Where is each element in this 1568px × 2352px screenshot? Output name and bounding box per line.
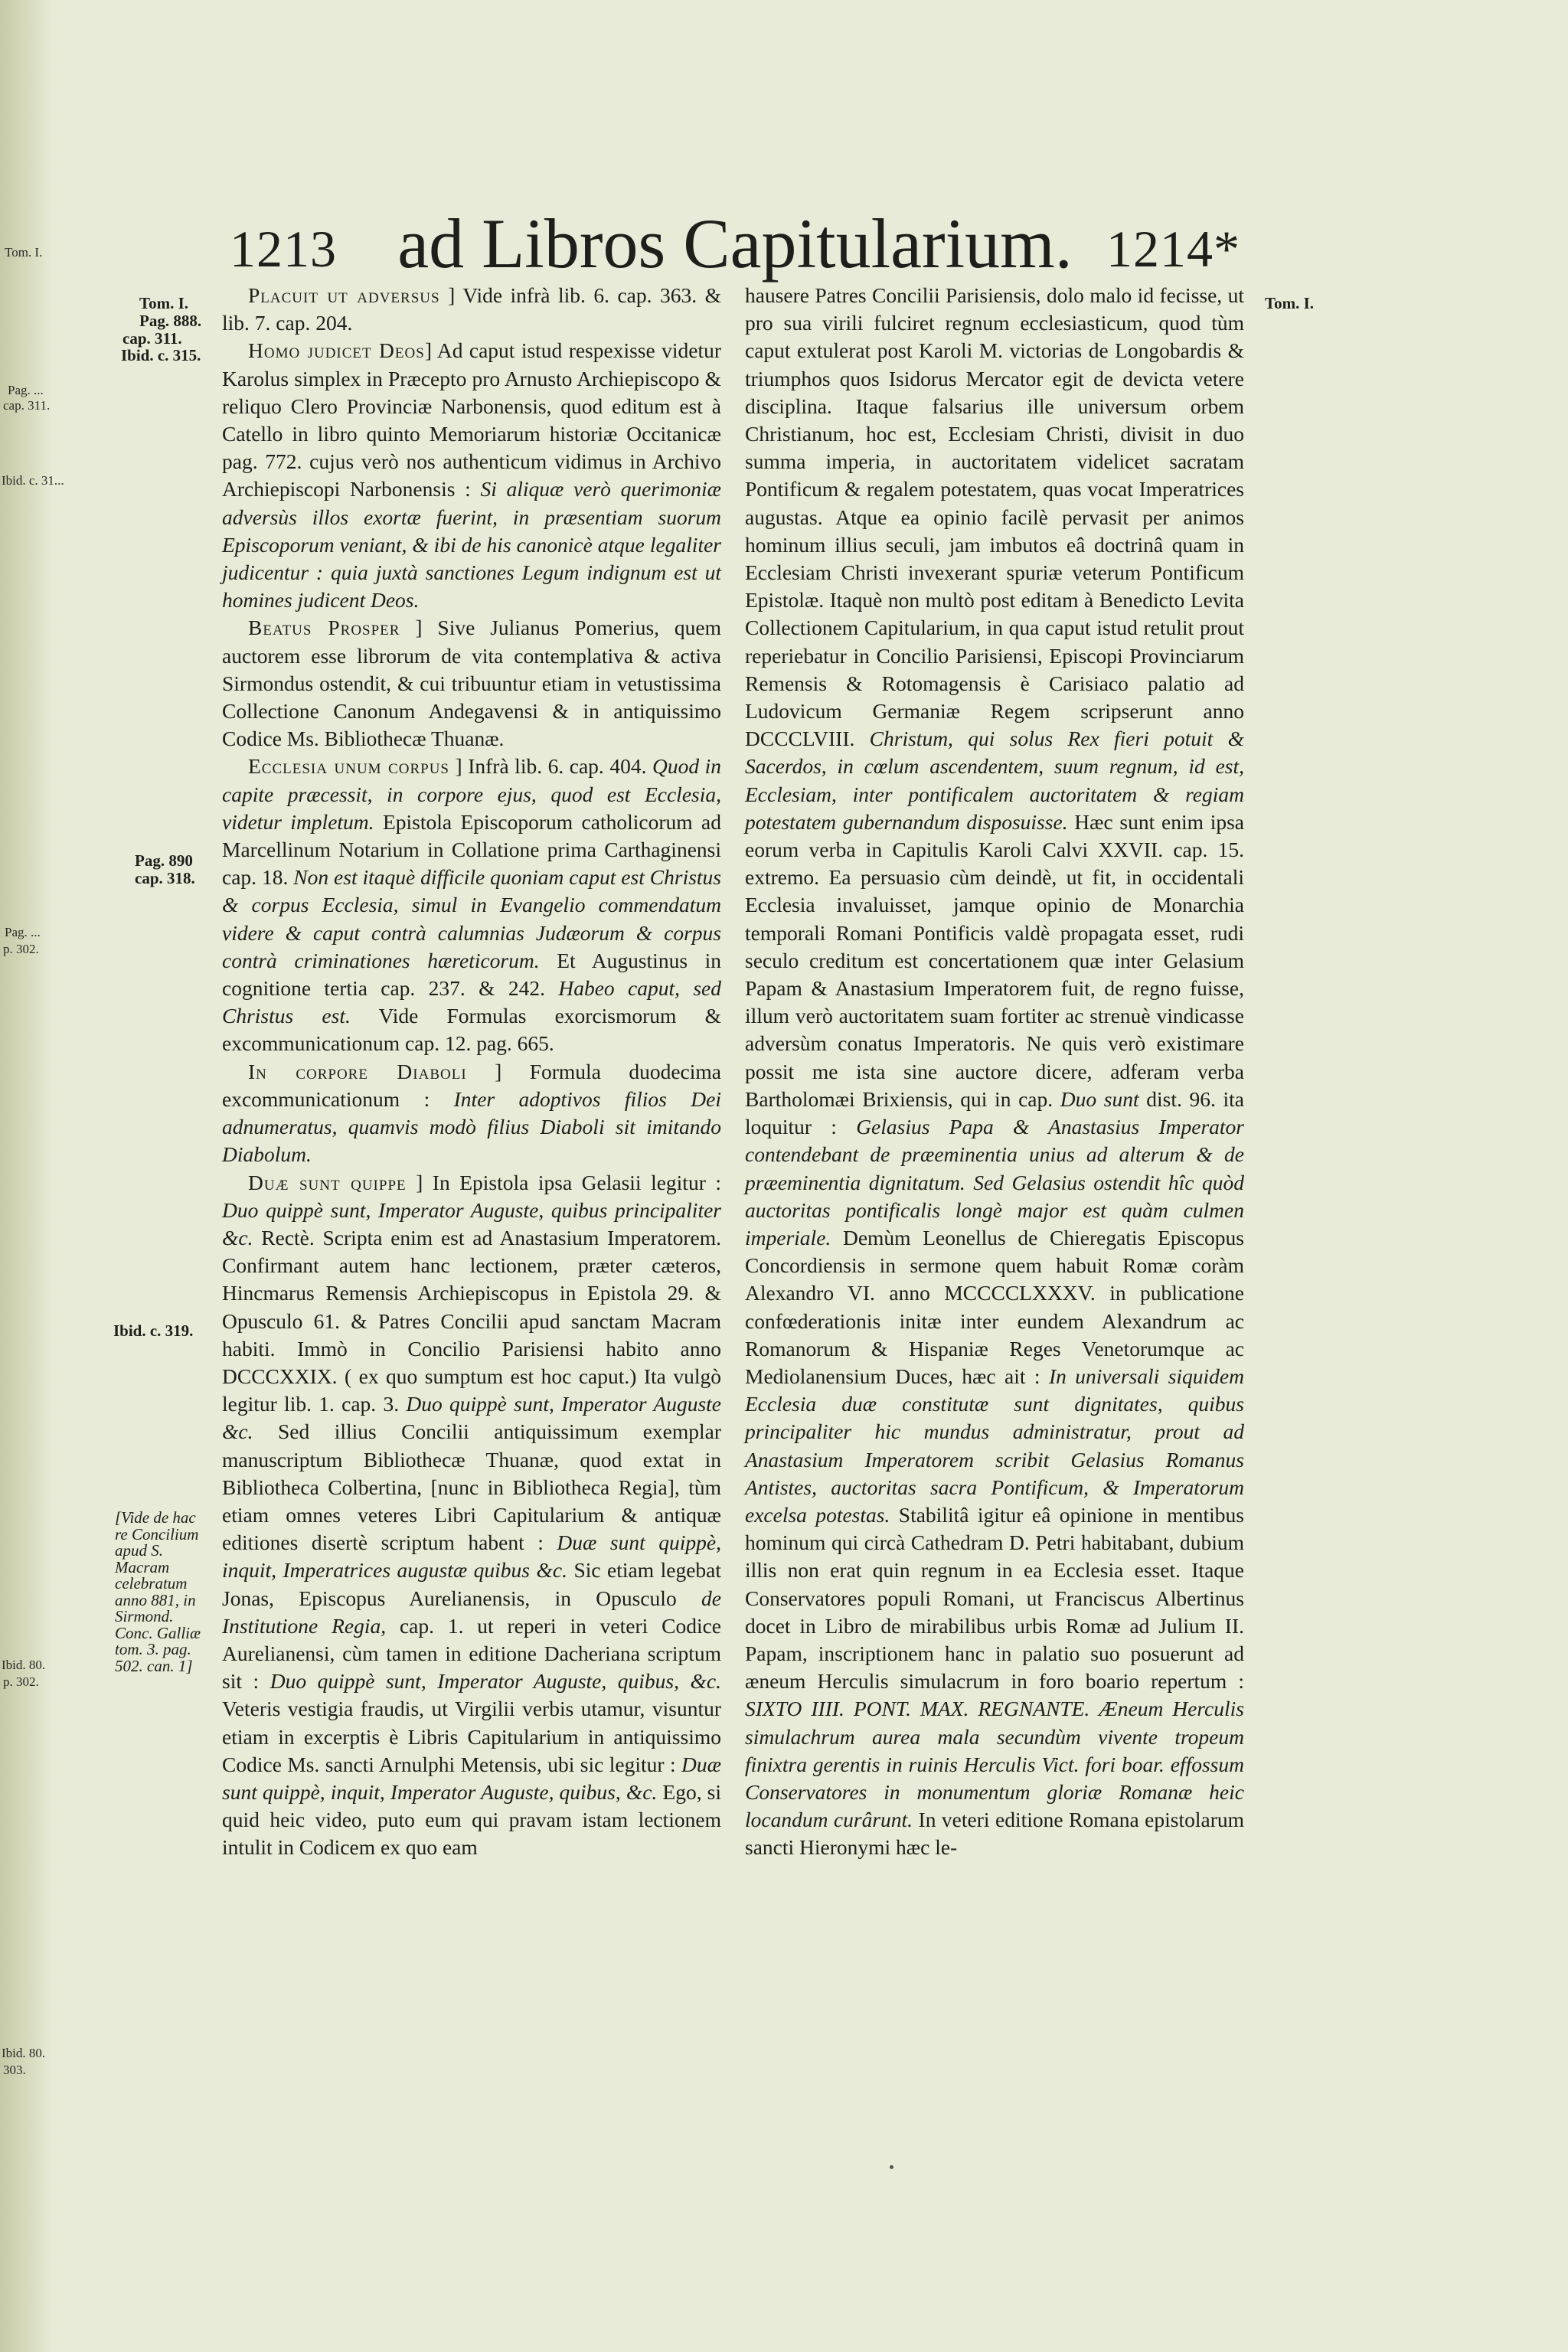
lemma: Placuit ut adversus: [248, 283, 440, 307]
lemma: Duæ sunt quippe: [248, 1170, 407, 1194]
margin-ref-cap: cap. 318.: [135, 869, 195, 887]
page-title: ad Libros Capitularium.: [397, 204, 1073, 283]
paragraph: In corpore Diaboli ] Formula duodecima excommunicationum : Inter adoptivos filios Dei adnumeratus, quamvis modò filius Diaboli sit imitando Diabolum.: [222, 1059, 722, 1167]
paragraph: Duæ sunt quippe ] In Epistola ipsa Gelasii legitur : Duo quippè sunt, Imperator Auguste, quibus principaliter &c. Rectè. Scripta enim est ad Anastasium Imperatorem. Confirmant autem hanc lectionem, præter cæteros, Hincmarus Remensis Archiepiscopus in Epistola 29. & Opusculo 61. & Patres Concilii apud sanctam Macram habiti. Immò in Concilio Parisiensi habito anno DCCCXXIX. ( ex quo sumptum est hoc caput.) Ita vulgò legitur lib. 1. cap. 3. Duo quippè sunt, Imperator Auguste &c. Sed illius Concilii antiquissimum exemplar manuscriptum Bibliothecæ Thuanæ, quod extat in Bibliotheca Colbertina, [nunc in Bibliotheca Regia], tùm etiam omnes veteres Libri Capitularium & antiquæ editiones disertè scriptum habent : Duæ sunt quippè, inquit, Imperatrices augustæ quibus &c. Sic etiam legebat Jonas, Episcopus Aurelianensis, in Opusculo de Institutione Regia, cap. 1. ut reperi in veteri Codice Aurelianensi, cùm tamen in editione Dacheriana scriptum sit : Duo quippè sunt, Imperator Auguste, quibus, &c. Veteris vestigia fraudis, ut Virgilii verbis utamur, visuntur etiam in excerptis è Libris Capitularium in antiquissimo Codice Ms. sancti Arnulphi Metensis, ubi sic legitur : Duæ sunt quippè, inquit, Imperator Auguste, quibus, &c. Ego, si quid heic video, puto eum qui pravam istam lectionem intulit in Codicem ex quo eam: [222, 1170, 722, 1860]
margin-ref-tom-right: Tom. I.: [1265, 294, 1314, 312]
margin-ref-tom: Tom. I.: [139, 294, 188, 312]
paragraph: Placuit ut adversus ] Vide infrà lib. 6. cap. 363. & lib. 7. cap. 204.: [222, 283, 722, 335]
prev-margin-note: Tom. I.: [5, 245, 43, 260]
paragraph: Homo judicet Deos] Ad caput istud respexisse videtur Karolus simplex in Præcepto pro Arnusto Archiepiscopo & reliquo Clero Provinciæ Narbonensis, quod editum est à Catello in libro quinto Memoriarum historiæ Occitanicæ pag. 772. cujus verò nos authenticum vidimus in Archivo Archiepiscopi Narbonensis : Si aliquæ verò querimoniæ adversùs illos exortæ fuerint, in præsentiam suorum Episcoporum veniant, & ibi de his canonicè atque legaliter judicentur : quia juxtà sanctiones Legum indignum est ut homines judicent Deos.: [222, 338, 722, 612]
margin-ref-cap: cap. 311.: [122, 329, 182, 348]
page-number-right: 1214*: [1106, 220, 1240, 278]
prev-margin-note: Ibid. 80.: [2, 2046, 46, 2060]
prev-margin-note: Pag. ...: [8, 383, 44, 397]
prev-margin-note: Ibid. 80.: [2, 1658, 46, 1672]
paragraph: hausere Patres Concilii Parisiensis, dolo malo id fecisse, ut pro sua virili fulciret regnum ecclesiasticum, quod tùm caput extulerat post Karoli M. victorias de Longobardis & triumphos quos Isidorus Mercator egit de devicta vetere disciplina. Itaque falsarius ille universum orbem Christianum, hoc est, Ecclesiam Christi, divisit in duo summa imperia, in auctoritatem videlicet sacratam Pontificum & regalem potestatem, quas vocat Imperatrices augustas. Atque ea opinio facilè pervasit per animos hominum illius seculi, jam imbutos eâ doctrinâ quam in Ecclesiam Christi invexerant spuriæ veterum Pontificum Epistolæ. Itaquè non multò post editam à Benedicto Levita Collectionem Capitularium, in qua caput istud retulit prout reperiebatur in Concilio Parisiensi, Episcopi Provinciarum Remensis & Rotomagensis è Carisiaco palatio ad Ludovicum Germaniæ Regem scripserunt anno DCCCLVIII. Christum, qui solus Rex fieri potuit & Sacerdos, in cœlum ascendentem, suum regnum, id est, Ecclesiam, inter pontificalem auctoritatem & regiam potestatem gubernandum disposuisse. Hæc sunt enim ipsa eorum verba in Capitulis Karoli Calvi XXVII. cap. 15. extremo. Ea persuasio cùm deindè, ut fit, in occidentali Ecclesia invaluisset, jamque opinio de Monarchia temporali Romani Pontificis valdè propagata esset, rudi seculo creditum est concertationem quæ inter Gelasium Papam & Anastasium Imperatorem fuit, de regno fuisse, illum verò auctoritatem suam fortiter ac strenuè vindicasse adversùm conatus Imperatoris. Ne quis verò existimare possit me ista sine auctore dicere, adferam verba Bartholomæi Brixiensis, qui in cap. Duo sunt dist. 96. ita loquitur : Gelasius Papa & Anastasius Imperator contendebant de præeminentia unius ad alterum & de præeminentia dignitatum. Sed Gelasius ostendit hîc quòd auctoritas pontificalis longè major est quàm culmen imperiale. Demùm Leonellus de Chieregatis Episcopus Concordiensis in sermone quem habuit Romæ coràm Alexandro VI. anno MCCCCLXXXV. in publicatione confœderationis initæ inter eundem Alexandrum ac Romanorum & Hispaniæ Reges Venetorumque ac Mediolanensium Duces, hæc ait : In universali siquidem Ecclesia duæ constitutæ sunt dignitates, quibus principaliter hic mundus administratur, prout ad Anastasium Imperatorem scribit Gelasius Romanus Antistes, auctoritas sacra Pontificum, & Imperatorum excelsa potestas. Stabilitâ igitur eâ opinione in mentibus hominum qui circà Cathedram D. Petri habitabant, dubium illis non erat quin regnum in ea Ecclesia esset. Itaque Conservatores populi Romani, ut Franciscus Albertinus docet in Libro de mirabilibus urbis Romæ ad Julium II. Papam, inscriptionem hanc in palatio suo posuerunt ad æneum Herculis simulacrum in foro boario repertum : SIXTO IIII. PONT. MAX. REGNANTE. Æneum Herculis simulachrum aurea mala secundùm vivente tropeum finixtra gerentis in ruinis Herculis Vict. fori boar. effossum Conservatores in monumentum gloriæ Romanæ heic locandum curârunt. In veteri editione Romana epistolarum sancti Hieronymi hæc le-: [745, 283, 1245, 1860]
prev-margin-note: p. 302.: [3, 942, 39, 956]
margin-note-vide: [Vide de hac re Concilium apud S. Macram celebratum anno 881, in Sirmond. Conc. Galliæ tom. 3. pag. 502. can. 1]: [115, 1508, 201, 1675]
prev-margin-note: cap. 311.: [3, 398, 51, 413]
lemma: Ecclesia unum corpus: [248, 754, 450, 779]
margin-ref-ibid: Ibid. c. 315.: [121, 346, 201, 364]
paragraph: Ecclesia unum corpus ] Infrà lib. 6. cap. 404. Quod in capite præcessit, in corpore ejus, quod est Ecclesia, videtur impletum. Epistola Episcoporum catholicorum ad Marcellinum Notarium in Collatione prima Carthaginensi cap. 18. Non est itaquè difficile quoniam caput est Christus & corpus Ecclesia, simul in Evangelio commendatum videre & caput contrà calumnias Judæorum & corpus contrà criminationes hæreticorum. Et Augustinus in cognitione tertia cap. 237. & 242. Habeo caput, sed Christus est. Vide Formulas exorcismorum & excommunicationum cap. 12. pag. 665.: [222, 754, 722, 1056]
prev-margin-note: Pag. ...: [5, 925, 41, 939]
prev-margin-note: Ibid. c. 31...: [2, 473, 64, 488]
prev-margin-note: 303.: [3, 2063, 26, 2077]
lemma: In corpore Diaboli: [248, 1059, 467, 1083]
paragraph: Beatus Prosper ] Sive Julianus Pomerius, quem auctorem esse librorum de vita contemplativa & activa Sirmondus ostendit, & cui tribuuntur etiam in vetustissima Collectione Canonum Andegavensi & in antiquissimo Codice Ms. Bibliothecæ Thuanæ.: [222, 616, 722, 751]
left-column: [222, 282, 721, 1862]
margin-ref-pag: Pag. 890: [135, 851, 193, 870]
lemma: Beatus Prosper: [248, 616, 400, 640]
prev-margin-note: p. 302.: [3, 1674, 39, 1689]
right-column: [745, 282, 1244, 1862]
page-header: [230, 205, 1240, 282]
ink-speck: [890, 2165, 893, 2169]
margin-ref-ibid: Ibid. c. 319.: [113, 1321, 194, 1340]
previous-page-edge: [0, 0, 52, 2352]
page-number-left: 1213: [230, 220, 337, 278]
margin-ref-pag: Pag. 888.: [139, 312, 202, 330]
lemma: Homo judicet Deos: [248, 338, 425, 363]
